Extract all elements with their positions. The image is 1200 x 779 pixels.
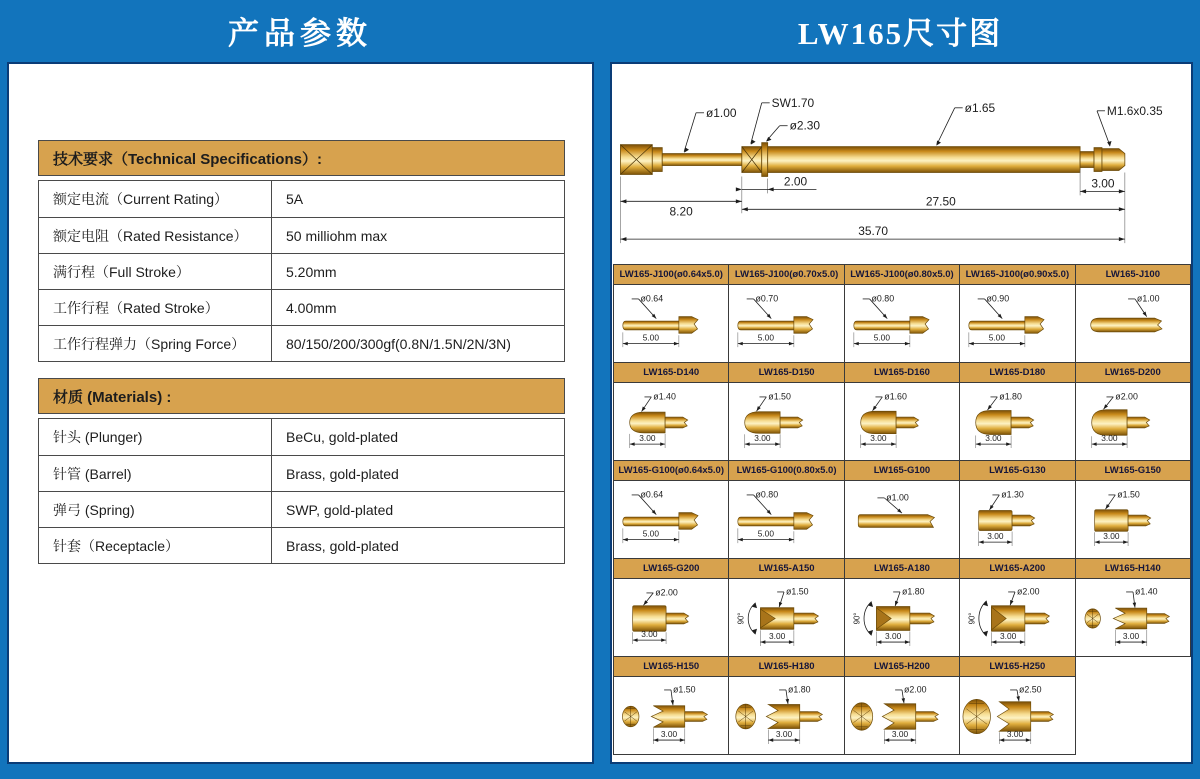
svg-text:ø1.50: ø1.50 xyxy=(786,586,809,597)
svg-text:3.00: 3.00 xyxy=(1102,531,1120,542)
row-value: Brass, gold-plated xyxy=(286,537,399,554)
svg-text:ø1.50: ø1.50 xyxy=(1116,489,1140,500)
probe-tip-drawing xyxy=(960,481,1075,559)
grid-model-header: LW165-J100(ø0.64x5.0) xyxy=(614,265,729,285)
probe-tip-drawing xyxy=(729,579,844,657)
grid-model-header: LW165-G200 xyxy=(614,559,729,579)
grid-header-row xyxy=(614,559,1191,579)
grid-empty-cell xyxy=(1075,677,1190,755)
probe-tip-drawing xyxy=(844,579,959,657)
grid-model-header: LW165-H180 xyxy=(729,657,844,677)
svg-text:ø2.00: ø2.00 xyxy=(1114,391,1138,402)
grid-model-header: LW165-A150 xyxy=(729,559,844,579)
svg-text:5.00: 5.00 xyxy=(642,528,659,539)
probe-tip-svg xyxy=(729,383,843,460)
probe-tip-drawing xyxy=(729,481,844,559)
probe-tip-svg xyxy=(729,579,843,656)
grid-model-header: LW165-D150 xyxy=(729,363,844,383)
materials-table xyxy=(38,378,565,564)
row-value: SWP, gold-plated xyxy=(286,501,394,518)
grid-drawing-row xyxy=(614,579,1191,657)
grid-model-header: LW165-D200 xyxy=(1075,363,1190,383)
probe-tip-svg xyxy=(960,579,1074,656)
svg-text:3.00: 3.00 xyxy=(639,433,656,444)
grid-model-header: LW165-G100(0.80x5.0) xyxy=(729,461,844,481)
flange-dia-label: ø2.30 xyxy=(789,118,821,133)
probe-tip-svg xyxy=(614,579,728,656)
svg-text:3.00: 3.00 xyxy=(891,729,908,740)
row-label: 额定电流（Current Rating） xyxy=(39,181,272,217)
page-header xyxy=(0,0,1200,60)
thread-label: M1.6x0.35 xyxy=(1106,103,1163,118)
svg-text:90°: 90° xyxy=(737,612,747,625)
svg-text:90°: 90° xyxy=(852,612,862,625)
svg-text:ø1.80: ø1.80 xyxy=(999,391,1023,402)
left-header xyxy=(0,0,600,60)
row-value: 80/150/200/300gf(0.8N/1.5N/2N/3N) xyxy=(286,335,511,352)
svg-text:3.00: 3.00 xyxy=(884,631,902,642)
table-row xyxy=(39,527,564,563)
probe-tip-svg xyxy=(1076,383,1190,460)
svg-text:ø2.00: ø2.00 xyxy=(903,684,927,695)
grid-drawing-row xyxy=(614,481,1191,559)
grid-model-header: LW165-J100(ø0.70x5.0) xyxy=(729,265,844,285)
svg-text:ø0.64: ø0.64 xyxy=(640,489,664,500)
svg-text:3.00: 3.00 xyxy=(987,531,1004,542)
parameters-panel xyxy=(7,62,594,764)
materials-header: 材质 (Materials) : xyxy=(38,378,565,414)
grid-header-row xyxy=(614,461,1191,481)
probe-tip-svg xyxy=(960,285,1074,362)
tip-dia-label: ø1.00 xyxy=(706,105,737,120)
probe-tip-svg xyxy=(729,285,843,362)
technical-specs-rows xyxy=(38,180,565,362)
svg-text:5.00: 5.00 xyxy=(988,332,1006,343)
svg-text:3.00: 3.00 xyxy=(641,629,658,640)
probe-tip-drawing xyxy=(1075,579,1190,657)
svg-text:ø1.50: ø1.50 xyxy=(768,391,792,402)
probe-tip-svg xyxy=(1076,285,1190,362)
grid-model-header: LW165-D140 xyxy=(614,363,729,383)
grid-model-header: LW165-D180 xyxy=(960,363,1075,383)
svg-text:3.00: 3.00 xyxy=(985,433,1002,444)
grid-model-header: LW165-J100(ø0.80x5.0) xyxy=(844,265,959,285)
svg-text:ø1.00: ø1.00 xyxy=(886,492,909,503)
probe-variant-grid xyxy=(613,264,1191,755)
svg-text:ø0.70: ø0.70 xyxy=(755,293,779,304)
svg-text:ø1.40: ø1.40 xyxy=(1134,586,1158,597)
svg-text:ø0.90: ø0.90 xyxy=(986,293,1010,304)
hex-label: SW1.70 xyxy=(771,95,815,110)
right-header xyxy=(600,0,1200,60)
svg-text:ø1.80: ø1.80 xyxy=(788,684,811,695)
svg-text:ø1.30: ø1.30 xyxy=(1001,489,1025,500)
tip-length: 8.20 xyxy=(669,204,693,219)
probe-tip-svg xyxy=(845,677,959,754)
probe-tip-svg xyxy=(729,481,843,558)
probe-tip-svg xyxy=(960,383,1074,460)
row-value: Brass, gold-plated xyxy=(286,465,399,482)
probe-tip-drawing xyxy=(729,677,844,755)
svg-text:ø2.50: ø2.50 xyxy=(1019,684,1042,695)
probe-tip-drawing xyxy=(1075,383,1190,461)
probe-tip-drawing xyxy=(614,481,729,559)
svg-text:ø2.00: ø2.00 xyxy=(1017,586,1040,597)
svg-text:5.00: 5.00 xyxy=(642,332,659,343)
svg-text:ø0.64: ø0.64 xyxy=(640,293,664,304)
dimension-panel xyxy=(610,62,1193,764)
grid-model-header: LW165-J100(ø0.90x5.0) xyxy=(960,265,1075,285)
row-label: 工作行程（Rated Stroke） xyxy=(39,290,272,325)
materials-rows xyxy=(38,418,565,564)
probe-tip-drawing xyxy=(1075,285,1190,363)
probe-tip-svg xyxy=(845,285,959,362)
svg-text:ø2.00: ø2.00 xyxy=(655,587,678,598)
grid-model-header: LW165-D160 xyxy=(844,363,959,383)
probe-tip-svg xyxy=(729,677,843,754)
svg-text:3.00: 3.00 xyxy=(776,729,793,740)
grid-empty-cell xyxy=(1075,657,1190,677)
probe-tip-svg xyxy=(845,383,959,460)
row-value: BeCu, gold-plated xyxy=(286,429,399,445)
svg-text:ø0.80: ø0.80 xyxy=(755,489,779,500)
flange-length: 2.00 xyxy=(783,174,808,189)
grid-model-header: LW165-J100 xyxy=(1075,265,1190,285)
svg-text:3.00: 3.00 xyxy=(1007,729,1024,740)
row-label: 弹弓 (Spring) xyxy=(39,492,272,527)
svg-text:ø1.50: ø1.50 xyxy=(672,684,696,695)
grid-header-row xyxy=(614,363,1191,383)
probe-tip-drawing xyxy=(1075,481,1190,559)
grid-model-header: LW165-H140 xyxy=(1075,559,1190,579)
probe-tip-svg xyxy=(614,677,728,754)
svg-text:ø0.80: ø0.80 xyxy=(871,293,894,304)
svg-text:ø1.00: ø1.00 xyxy=(1136,293,1160,304)
probe-tip-svg xyxy=(845,579,959,656)
right-title: LW165尺寸图 xyxy=(797,15,1003,51)
probe-tip-drawing xyxy=(614,677,729,755)
probe-tip-svg xyxy=(614,481,728,558)
grid-model-header: LW165-A180 xyxy=(844,559,959,579)
dimension-labels xyxy=(670,174,1115,238)
probe-tip-svg xyxy=(960,677,1074,754)
svg-text:3.00: 3.00 xyxy=(754,433,771,444)
svg-text:ø1.60: ø1.60 xyxy=(884,391,907,402)
grid-model-header: LW165-G100 xyxy=(844,461,959,481)
svg-text:ø1.80: ø1.80 xyxy=(901,586,925,597)
probe-tip-drawing xyxy=(614,579,729,657)
row-value: 5A xyxy=(286,191,304,207)
grid-model-header: LW165-G100(ø0.64x5.0) xyxy=(614,461,729,481)
table-row xyxy=(39,181,564,217)
probe-tip-svg xyxy=(845,481,959,558)
probe-tip-drawing xyxy=(960,383,1075,461)
grid-drawing-row xyxy=(614,285,1191,363)
row-label: 满行程（Full Stroke） xyxy=(39,254,272,289)
probe-tip-drawing xyxy=(844,677,959,755)
grid-model-header: LW165-H200 xyxy=(844,657,959,677)
probe-tip-svg xyxy=(1076,481,1190,558)
svg-text:5.00: 5.00 xyxy=(758,528,775,539)
probe-tip-drawing xyxy=(844,383,959,461)
probe-tip-drawing xyxy=(844,481,959,559)
probe-tip-drawing xyxy=(729,285,844,363)
table-row xyxy=(39,253,564,289)
probe-tip-drawing xyxy=(614,285,729,363)
probe-tip-svg xyxy=(1076,579,1190,656)
grid-drawing-row xyxy=(614,677,1191,755)
grid-model-header: LW165-H250 xyxy=(960,657,1075,677)
table-row xyxy=(39,325,564,361)
svg-text:3.00: 3.00 xyxy=(1100,433,1118,444)
grid-model-header: LW165-H150 xyxy=(614,657,729,677)
barrel-dia-label: ø1.65 xyxy=(964,100,996,115)
table-row xyxy=(39,217,564,253)
technical-specs-table xyxy=(38,140,565,362)
row-label: 针头 (Plunger) xyxy=(39,419,272,455)
row-value: 5.20mm xyxy=(286,263,337,280)
probe-tip-drawing xyxy=(614,383,729,461)
svg-text:ø1.40: ø1.40 xyxy=(653,391,676,402)
svg-text:3.00: 3.00 xyxy=(1122,631,1139,642)
probe-tip-drawing xyxy=(844,285,959,363)
svg-text:5.00: 5.00 xyxy=(758,332,775,343)
table-row xyxy=(39,455,564,491)
probe-tip-drawing xyxy=(960,677,1075,755)
left-title: 产品参数 xyxy=(228,15,372,51)
probe-body xyxy=(620,143,1124,177)
table-row xyxy=(39,419,564,455)
grid-drawing-row xyxy=(614,383,1191,461)
svg-text:3.00: 3.00 xyxy=(769,631,786,642)
probe-tip-drawing xyxy=(960,579,1075,657)
row-label: 针管 (Barrel) xyxy=(39,456,272,491)
callout-labels xyxy=(706,96,1163,133)
svg-text:3.00: 3.00 xyxy=(660,729,678,740)
svg-text:3.00: 3.00 xyxy=(1000,631,1017,642)
grid-header-row xyxy=(614,265,1191,285)
svg-text:5.00: 5.00 xyxy=(873,332,890,343)
table-row xyxy=(39,289,564,325)
row-label: 工作行程弹力（Spring Force） xyxy=(39,326,272,361)
row-value: 4.00mm xyxy=(286,299,337,316)
thread-length: 3.00 xyxy=(1091,176,1115,191)
row-label: 针套（Receptacle） xyxy=(39,528,272,563)
probe-dimension-drawing xyxy=(612,72,1193,266)
table-row xyxy=(39,491,564,527)
grid-model-header: LW165-G150 xyxy=(1075,461,1190,481)
probe-tip-svg xyxy=(614,383,728,460)
svg-text:90°: 90° xyxy=(967,612,977,625)
grid-header-row xyxy=(614,657,1191,677)
technical-specs-header: 技术要求（Technical Specifications）: xyxy=(38,140,565,176)
barrel-length: 27.50 xyxy=(925,194,956,209)
grid-model-header: LW165-G130 xyxy=(960,461,1075,481)
svg-text:3.00: 3.00 xyxy=(870,433,887,444)
row-label: 额定电阻（Rated Resistance） xyxy=(39,218,272,253)
row-value: 50 milliohm max xyxy=(286,227,388,244)
probe-tip-svg xyxy=(614,285,728,362)
probe-tip-svg xyxy=(960,481,1074,558)
probe-tip-drawing xyxy=(729,383,844,461)
probe-tip-drawing xyxy=(960,285,1075,363)
grid-model-header: LW165-A200 xyxy=(960,559,1075,579)
total-length: 35.70 xyxy=(858,224,889,239)
